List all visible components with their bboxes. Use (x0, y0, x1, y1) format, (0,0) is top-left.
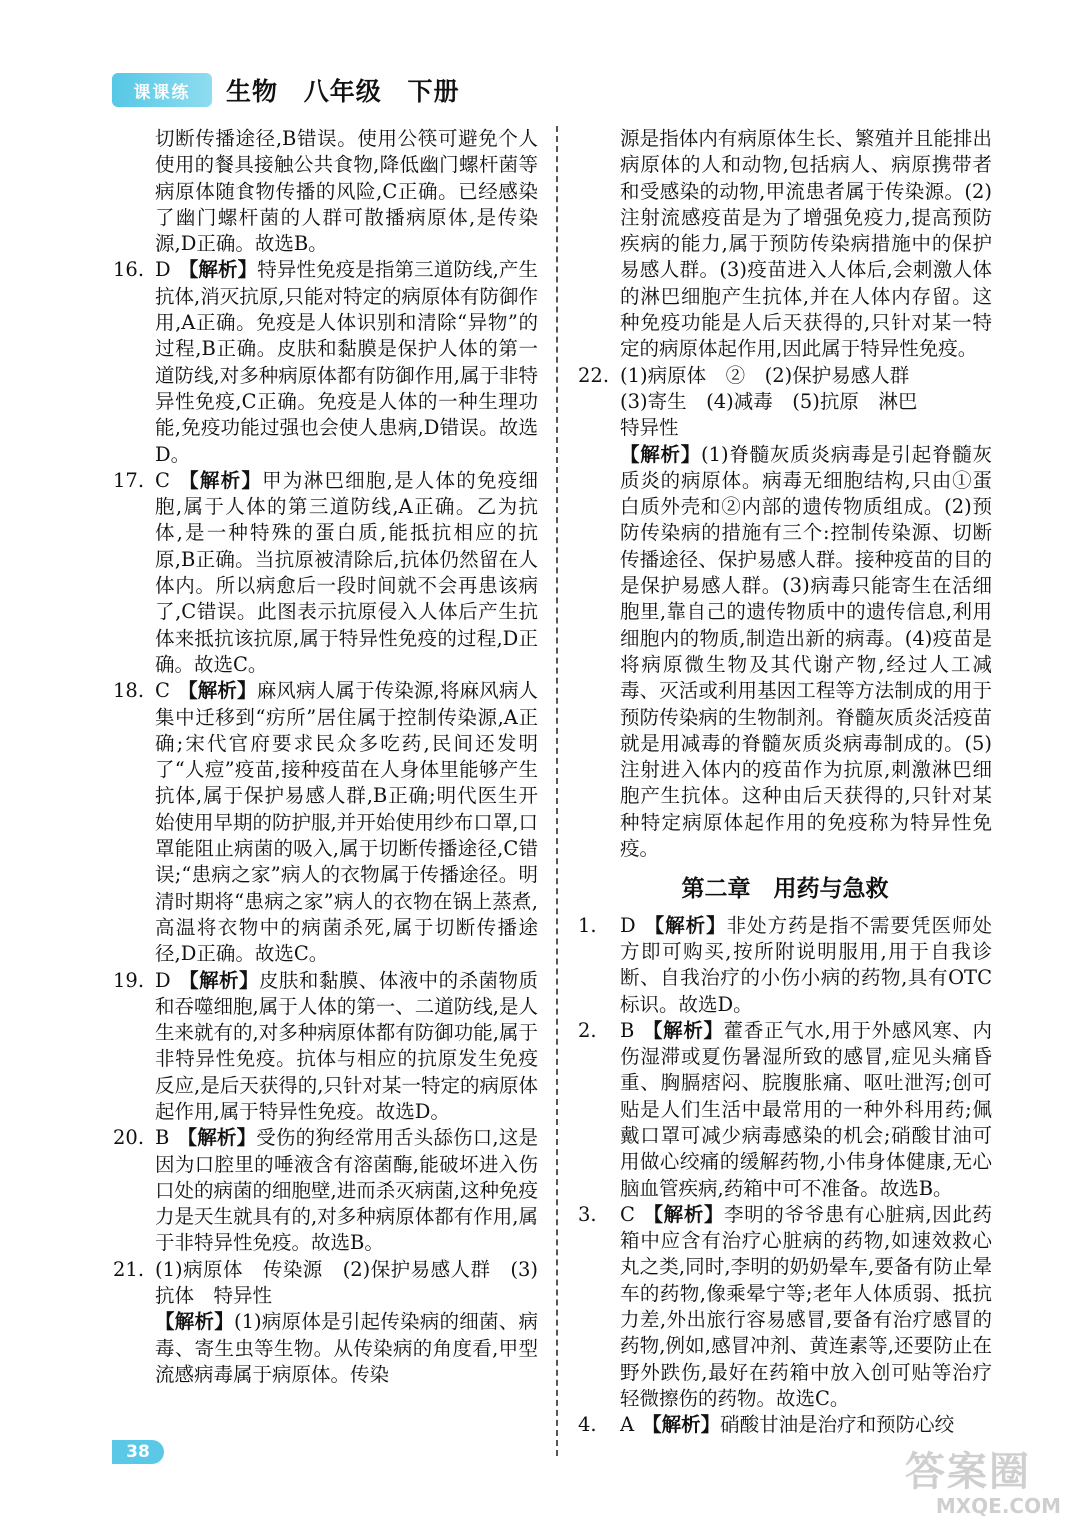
item-answer: C (155, 679, 170, 703)
item-explanation: (1)脊髓灰质炎病毒是引起脊髓灰质炎的病原体。病毒无细胞结构,只由①蛋白质外壳和②内部的遗传物质组成。(2)预防传染病的措施有三个:控制传染源、切断传播途径、保护易感人群。接种疫苗的目的是保护易感人群。(3)病毒只能寄生在活细胞里,靠自己的遗传物质中的遗传信息,利用细胞内的物质,制造出新的病毒。(4)疫苗是将病原微生物及其代谢产物,经过人工减毒、灭活或利用基因工程等方法制成的用于预防传染病的生物制剂。脊髓灰质炎活疫苗就是用减毒的脊髓灰质炎病毒制成的。(5)注射进入体内的疫苗作为抗原,刺激淋巴细胞产生抗体。这种由后天获得的,只针对某种特定病原体起作用的免疫称为特异性免疫。 (620, 442, 992, 861)
volume-label: 下册 (407, 77, 460, 106)
right-column (578, 126, 992, 1439)
item-number: 16. (113, 258, 145, 282)
item-answer: C (620, 1202, 635, 1226)
item-answer: B (155, 1126, 170, 1150)
answer-item-21 (113, 1257, 538, 1388)
item-explanation: 甲为淋巴细胞,是人体的免疫细胞,属于人体的第三道防线,A正确。乙为抗体,是一种特殊的蛋白质,能抵抗相应的抗原,B正确。当抗原被清除后,抗体仍然留在人体内。所以病愈后一段时间就不会再患该病了,C错误。此图表示抗原侵入人体后产生抗体来抵抗该抗原,属于特异性免疫的过程,D正确。故选C。 (155, 468, 538, 676)
item-answers-line-2: (3)寄生 (4)减毒 (5)抗原 淋巴 (620, 389, 918, 413)
book-title (226, 72, 475, 108)
analysis-tag: 【解析】 (642, 1413, 721, 1437)
item-number: 1. (578, 913, 597, 937)
answer-item-20 (113, 1125, 538, 1256)
page-number: 38 (112, 1440, 164, 1464)
item-number: 21. (113, 1257, 145, 1281)
answer-item-2 (578, 1018, 992, 1202)
item-answers: (1)病原体 传染源 (2)保护易感人群 (3)抗体 特异性 (155, 1257, 538, 1308)
analysis-tag: 【解析】 (178, 258, 258, 282)
grade-label: 八年级 (303, 77, 382, 106)
chapter-heading: 第二章 用药与急救 (681, 876, 889, 903)
answer-item-17 (113, 468, 538, 678)
analysis-tag: 【解析】 (177, 679, 257, 703)
item-explanation: 非处方药是指不需要凭医师处方即可购买,按所附说明服用,用于自我诊断、自我治疗的小伤小病的药物,具有OTC标识。故选D。 (620, 913, 992, 1016)
continued-paragraph: 源是指体内有病原体生长、繁殖并且能排出病原体的人和动物,包括病人、病原携带者和受感染的动物,甲流患者属于传染源。(2)注射流感疫苗是为了增强免疫力,提高预防疾病的能力,属于预防传染病措施中的保护易感人群。(3)疫苗进入人体后,会刺激人体的淋巴细胞产生抗体,并在人体内存留。这种免疫功能是人后天获得的,只针对某一特定的病原体起作用,因此属于特异性免疫。 (620, 127, 992, 361)
item-explanation: 李明的爷爷患有心脏病,因此药箱中应含有治疗心脏病的药物,如速效救心丸之类,同时,李明的奶奶晕车,要备有防止晕车的药物,像乘晕宁等;老年人体质弱、抵抗力差,外出旅行容易感冒,要备有治疗感冒的药物,例如,感冒冲剂、黄连素等,还要防止在野外跌伤,最好在药箱中放入创可贴等治疗轻微擦伤的药物。故选C。 (620, 1202, 992, 1410)
item-answer: D (155, 258, 171, 282)
left-column (113, 126, 538, 1388)
item-explanation: 藿香正气水,用于外感风寒、内伤湿滞或夏伤暑湿所致的感冒,症见头痛昏重、胸膈痞闷、脘腹胀痛、呕吐泄泻;创可贴是人们生活中最常用的一种外科用药;佩戴口罩可减少病毒感染的机会;硝酸甘油可用做心绞痛的缓解药物,小伟身体健康,无心脑血管疾病,药箱中可不准备。故选B。 (620, 1018, 992, 1200)
analysis-tag: 【解析】 (177, 468, 263, 492)
item-number: 4. (578, 1413, 597, 1437)
analysis-tag: 【解析】 (178, 968, 259, 992)
item-number: 2. (578, 1018, 597, 1042)
item-explanation: 受伤的狗经常用舌头舔伤口,这是因为口腔里的唾液含有溶菌酶,能破坏进入伤口处的病菌的细胞壁,进而杀灭病菌,这种免疫力是天生就具有的,对多种病原体都有作用,属于非特异性免疫。故选B。 (155, 1126, 538, 1255)
column-divider (556, 126, 558, 1456)
answer-item-1 (578, 913, 992, 1018)
item-number: 22. (578, 363, 610, 387)
item-answer: D (620, 913, 636, 937)
watermark-logo-text: 答案圈 (905, 1449, 1031, 1495)
answer-item-22 (578, 363, 992, 863)
item-number: 20. (113, 1126, 145, 1150)
analysis-tag: 【解析】 (642, 1018, 724, 1042)
item-explanation: 麻风病人属于传染源,将麻风病人集中迁移到“疠所”居住属于控制传染源,A正确;宋代官府要求民众多吃药,民间还发明了“人痘”疫苗,接种疫苗在人身体里能够产生抗体,属于保护易感人群,B正确;明代医生开始使用早期的防护服,并开始使用纱布口罩,口罩能阻止病菌的吸入,属于切断传播途径,C错误;“患病之家”病人的衣物属于传播途径。明清时期将“患病之家”病人的衣物在锅上蒸煮,高温将衣物中的病菌杀死,属于切断传播途径,D正确。故选C。 (155, 679, 538, 966)
subject-label: 生物 (226, 77, 279, 106)
page-header (112, 70, 475, 110)
item-explanation: (1)病原体是引起传染病的细菌、病毒、寄生虫等生物。从传染病的角度看,甲型流感病毒属于病原体。传染 (155, 1310, 538, 1386)
answer-item-19 (113, 968, 538, 1126)
answer-item-16 (113, 257, 538, 467)
item-answers-line-1: (1)病原体 ② (2)保护易感人群 (620, 363, 910, 387)
analysis-tag: 【解析】 (642, 1202, 725, 1226)
analysis-tag: 【解析】 (643, 913, 727, 937)
item-explanation: 硝酸甘油是治疗和预防心绞 (720, 1413, 955, 1437)
analysis-tag: 【解析】 (177, 1126, 257, 1150)
analysis-tag: 【解析】 (155, 1310, 234, 1334)
answer-item-3 (578, 1202, 992, 1412)
site-watermark (905, 1450, 1075, 1530)
item-number: 17. (113, 468, 145, 492)
item-answers-line-3: 特异性 (620, 416, 679, 440)
item-number: 3. (578, 1202, 597, 1226)
continued-paragraph: 切断传播途径,B错误。使用公筷可避免个人使用的餐具接触公共食物,降低幽门螺杆菌等病原体随食物传播的风险,C正确。已经感染了幽门螺杆菌的人群可散播病原体,是传染源,D正确。故选B。 (155, 127, 538, 256)
item-number: 18. (113, 679, 145, 703)
series-logo: 课课练 (112, 73, 212, 107)
item-answer: C (155, 468, 170, 492)
item-number: 19. (113, 968, 145, 992)
analysis-tag: 【解析】 (620, 442, 702, 466)
item-answer: D (155, 968, 171, 992)
item-explanation: 特异性免疫是指第三道防线,产生抗体,消灭抗原,只能对特定的病原体有防御作用,A正确。免疫是人体识别和清除“异物”的过程,B正确。皮肤和黏膜是保护人体的第一道防线,对多种病原体都有防御作用,属于非特异性免疫,C正确。免疫是人体的一种生理功能,免疫功能过强也会使人患病,D错误。故选D。 (155, 258, 538, 466)
item-answer: A (620, 1413, 635, 1437)
item-answer: B (620, 1018, 635, 1042)
watermark-url: MXQE.COM (935, 1494, 1061, 1518)
answer-item-18 (113, 678, 538, 967)
answer-item-4 (578, 1412, 992, 1438)
item-explanation: 皮肤和黏膜、体液中的杀菌物质和吞噬细胞,属于人体的第一、二道防线,是人生来就有的,对多种病原体都有防御功能,属于非特异性免疫。抗体与相应的抗原发生免疫反应,是后天获得的,只针对某一特定的病原体起作用,属于特异性免疫。故选D。 (155, 968, 538, 1123)
